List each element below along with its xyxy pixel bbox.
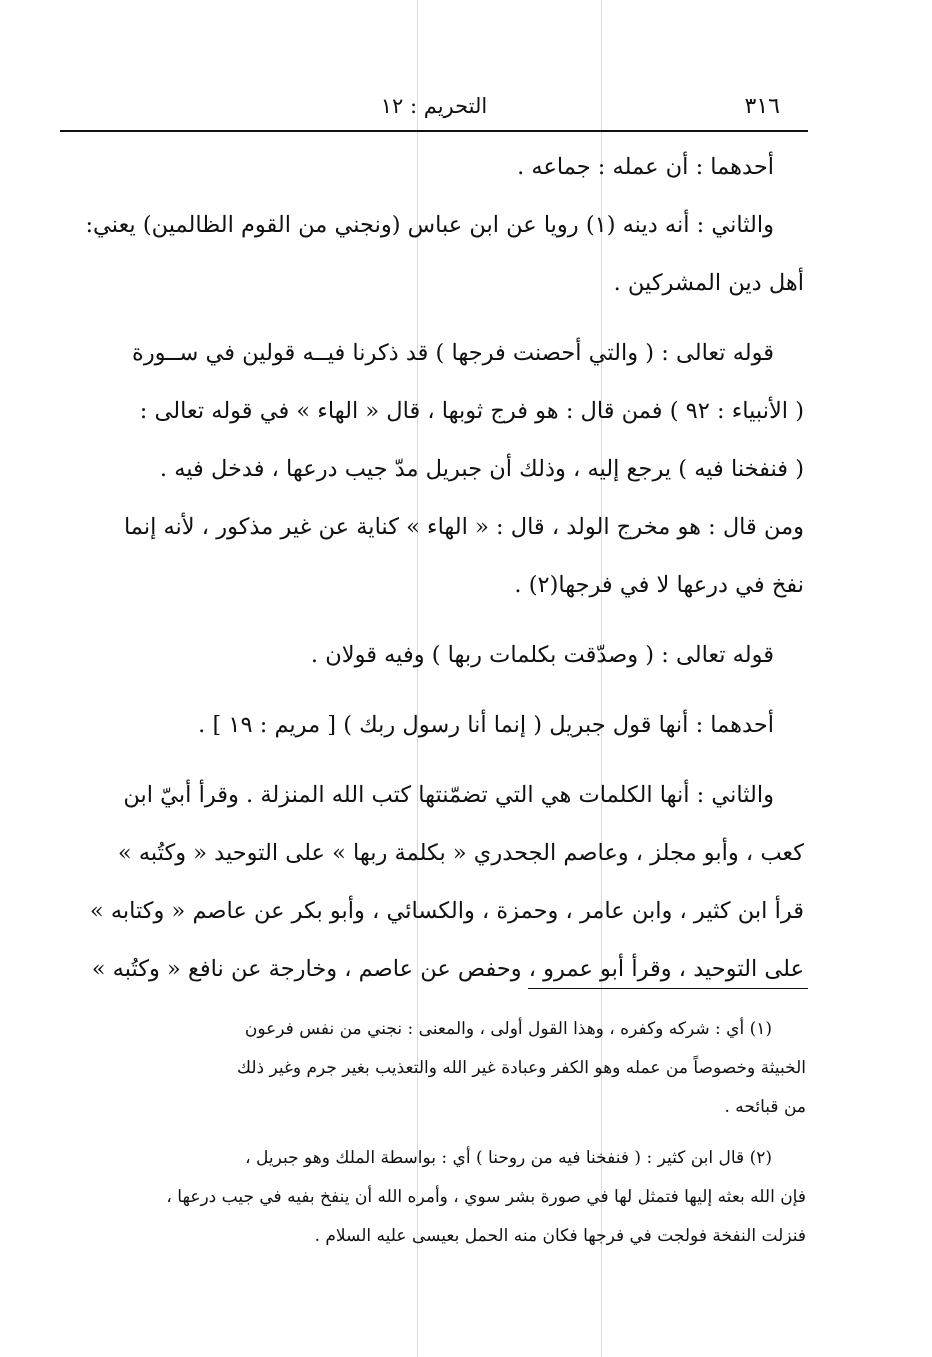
text-line: قوله تعالى : ( والتي أحصنت فرجها ) قد ذكرنا فيــه قولين في ســورة [132, 340, 774, 366]
footnote-line: من قبائحه . [724, 1097, 806, 1117]
footnote-line: الخبيثة وخصوصاً من عمله وهو الكفر وعبادة غير الله والتعذيب بغير جرم وغير ذلك [237, 1058, 806, 1078]
text-line: والثاني : أنها الكلمات هي التي تضمّنتها كتب الله المنزلة . وقرأ أبيّ ابن [123, 782, 774, 808]
text-line: قرأ ابن كثير ، وابن عامر ، وحمزة ، والكسائي ، وأبو بكر عن عاصم « وكتابه » [89, 898, 804, 924]
text-line: أحدهما : أن عمله : جماعه . [517, 154, 774, 180]
text-line: كعب ، وأبو مجلز ، وعاصم الجحدري « بكلمة ربها » على التوحيد « وكتُبه » [117, 840, 804, 866]
footnote-rule [528, 988, 808, 989]
footnote-line: فإن الله بعثه إليها فتمثل لها في صورة بشر سوي ، وأمره الله أن ينفخ بفيه في جيب درعها ، [166, 1187, 806, 1207]
text-line: ( الأنبياء : ٩٢ ) فمن قال : هو فرج ثوبها ، قال « الهاء » في قوله تعالى : [139, 398, 804, 424]
text-line: ومن قال : هو مخرج الولد ، قال : « الهاء » كناية عن غير مذكور ، لأنه إنما [123, 514, 804, 540]
main-text [62, 138, 804, 998]
text-line: أحدهما : أنها قول جبريل ( إنما أنا رسول ربك ) [ مريم : ١٩ ] . [198, 712, 774, 738]
text-line: ( فنفخنا فيه ) يرجع إليه ، وذلك أن جبريل مدّ جيب درعها ، فدخل فيه . [159, 456, 804, 482]
footnote-line: (٢) قال ابن كثير : ( فنفخنا فيه من روحنا ) أي : بواسطة الملك وهو جبريل ، [245, 1148, 772, 1168]
footnote-line: فنزلت النفخة فولجت في فرجها فكان منه الحمل بعيسى عليه السلام . [314, 1226, 806, 1246]
text-line: قوله تعالى : ( وصدّقت بكلمات ربها ) وفيه قولان . [310, 642, 774, 668]
running-title: التحريم : ١٢ [380, 94, 488, 118]
footnote-line: (١) أي : شركه وكفره ، وهذا القول أولى ، والمعنى : نجني من نفس فرعون [244, 1019, 772, 1039]
text-line: والثاني : أنه دينه (١) رويا عن ابن عباس (ونجني من القوم الظالمين) يعني: [85, 212, 774, 238]
page-header [60, 86, 808, 130]
header-rule [60, 130, 808, 132]
text-line: أهل دين المشركين . [613, 270, 804, 296]
footnotes [62, 1010, 806, 1256]
text-line: نفخ في درعها لا في فرجها(٢) . [514, 572, 804, 598]
text-line: على التوحيد ، وقرأ أبو عمرو ، وحفص عن عاصم ، وخارجة عن نافع « وكتُبه » [91, 956, 804, 982]
page-number: ٣١٦ [744, 94, 780, 119]
